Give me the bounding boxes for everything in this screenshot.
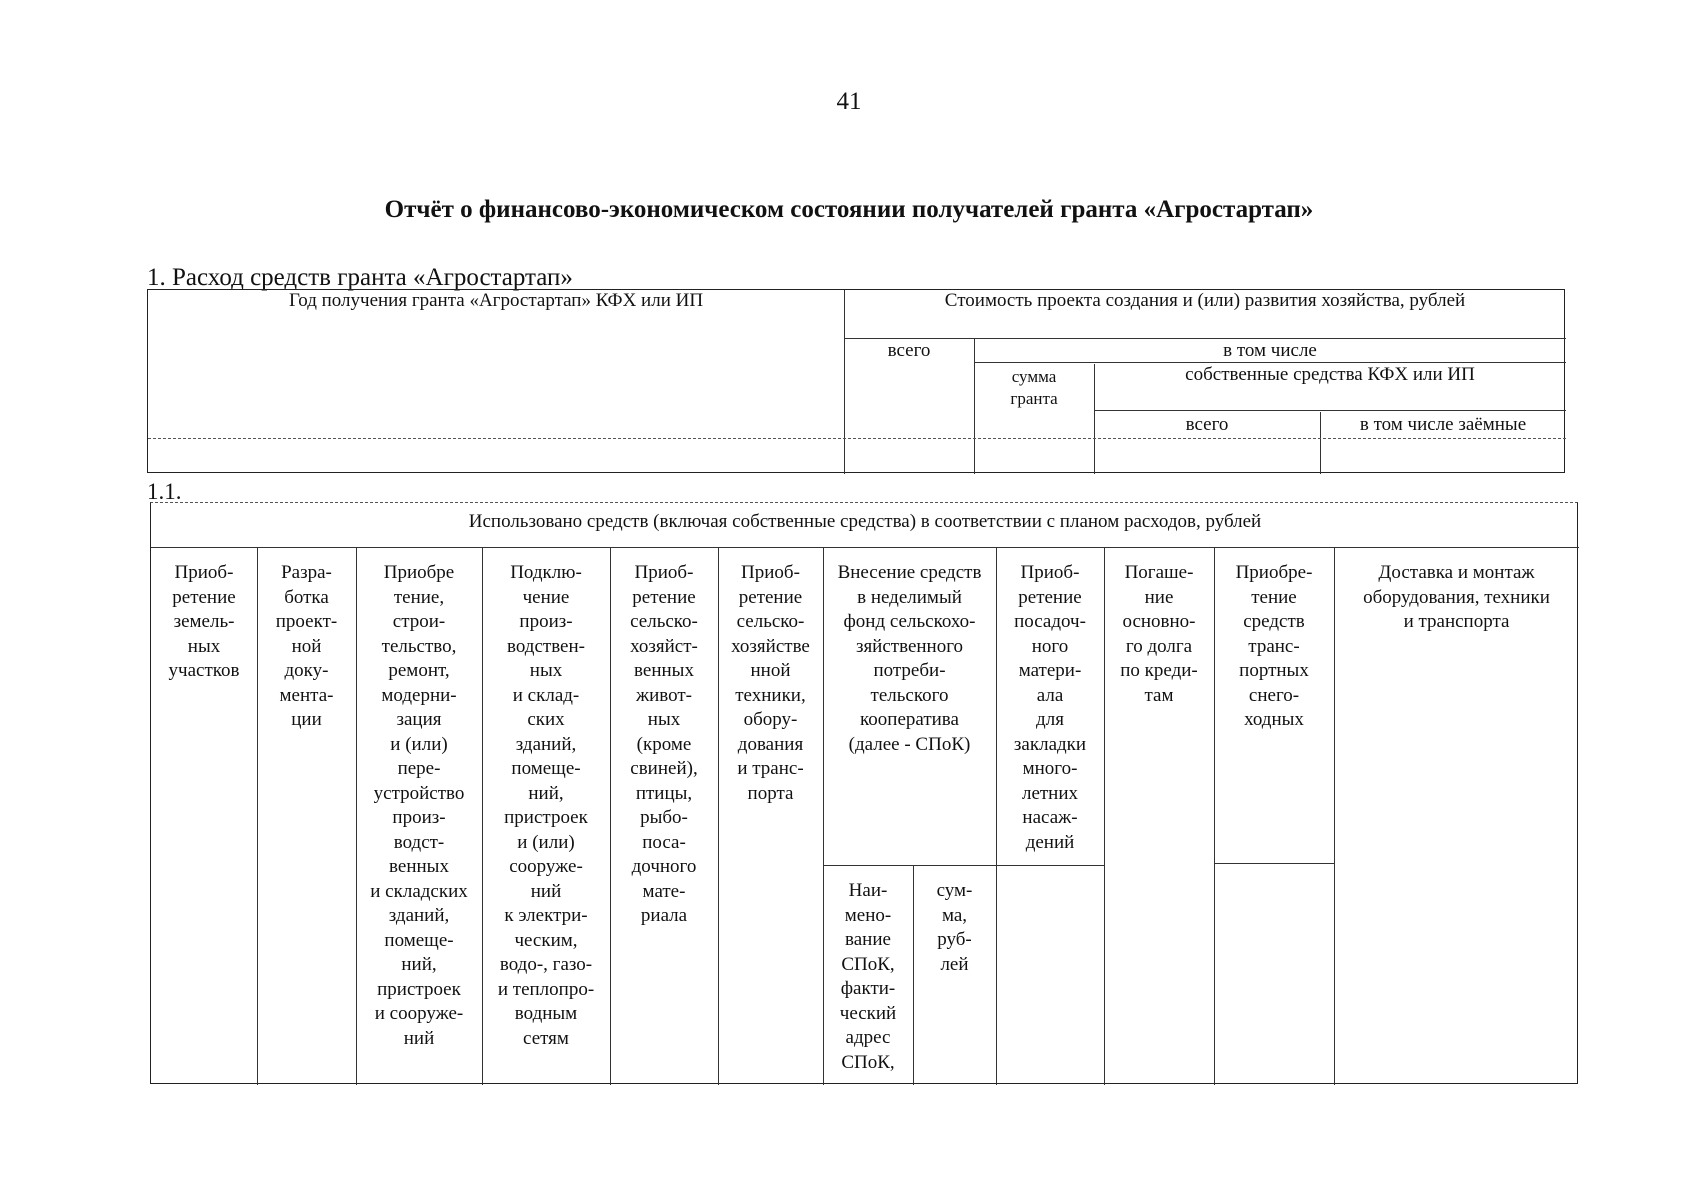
column-machinery: Приоб- ретение сельско- хозяйстве нной техники, обору- дования и транс- порта	[731, 562, 810, 804]
header-own-funds: собственные средства КФХ или ИП	[1185, 364, 1475, 385]
header-including: в том числе	[1223, 340, 1317, 361]
column-loan-repayment: Погаше- ние основно- го долга по креди- там	[1120, 562, 1198, 706]
document-title: Отчёт о финансово-экономическом состоянии получателей гранта «Агростартап»	[384, 196, 1314, 223]
spok-name-address: Наи- мено- вание СПоК, факти- ческий адрес СПоК,	[839, 880, 897, 1073]
subsection-label: 1.1.	[147, 479, 182, 504]
funds-usage-header: Использовано средств (включая собственные средства) в соответствии с планом расходов, рублей	[468, 511, 1262, 532]
header-grant-sum: сумма гранта	[1010, 367, 1058, 408]
grant-expense-table	[147, 289, 1565, 473]
header-grant-year: Год получения гранта «Агростартап» КФХ или ИП	[288, 290, 704, 311]
spok-sum: сум- ма, руб- лей	[936, 880, 973, 975]
column-planting: Приоб- ретение посадоч- ного матери- ала для закладки много- летних насаж- дений	[1013, 562, 1087, 853]
column-utilities: Подклю- чение произ- водствен- ных и склад- ских зданий, помеще- ний, пристроек и (или) сооруже- ний к электри- ческим, водо-, газо- и теплопро- водным сетям	[497, 562, 595, 1049]
header-own-borrowed: в том числе заёмные	[1359, 414, 1527, 435]
column-spok: Внесение средств в неделимый фонд сельскохо- зяйственного потреби- тельского кооператива (далее - СПоК)	[837, 562, 982, 755]
column-land: Приоб- ретение земель- ных участков	[168, 562, 240, 681]
column-buildings: Приобре тение, строи- тельство, ремонт, модерни- зация и (или) пере- устройство произ- водст- венных и складских зданий, помеще- ний, пристроек и сооруже- ний	[370, 562, 468, 1049]
column-design-docs: Разра- ботка проект- ной доку- мента- ции	[275, 562, 338, 730]
section-heading: 1. Расход средств гранта «Агростартап»	[147, 264, 573, 291]
column-delivery: Доставка и монтаж оборудования, техники и транспорта	[1363, 562, 1550, 632]
page-number: 41	[836, 88, 862, 115]
column-animals: Приоб- ретение сельско- хозяйст- венных живот- ных (кроме свиней), птицы, рыбо- поса- дочного мате- риала	[630, 562, 698, 926]
header-own-total: всего	[1185, 414, 1229, 435]
funds-usage-table	[150, 502, 1578, 1084]
header-project-cost: Стоимость проекта создания и (или) развития хозяйства, рублей	[944, 290, 1466, 311]
column-snowmobiles: Приобре- тение средств транс- портных снего- ходных	[1235, 562, 1313, 730]
header-total: всего	[887, 340, 931, 361]
